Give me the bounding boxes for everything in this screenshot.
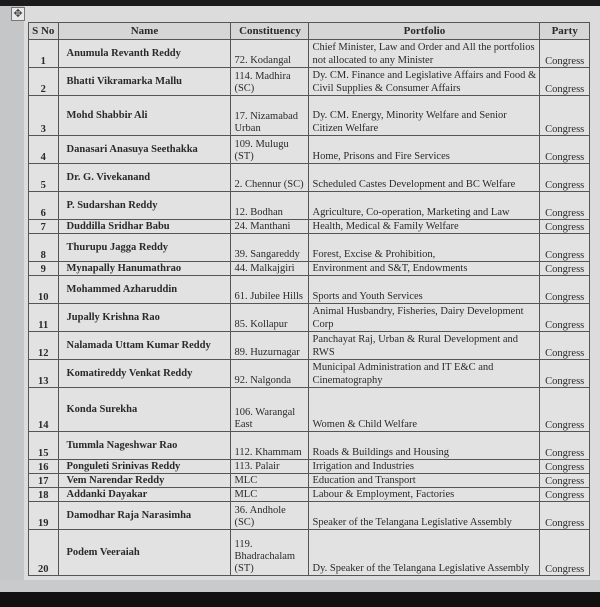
row-party: Congress — [540, 360, 590, 388]
row-sno: 13 — [29, 360, 59, 388]
left-margin — [0, 6, 24, 589]
row-portfolio: Chief Minister, Law and Order and All the portfolios not allocated to any Minister — [309, 40, 540, 68]
row-name: Thurupu Jagga Reddy — [58, 234, 231, 262]
row-sno: 7 — [29, 220, 59, 234]
row-constituency: MLC — [231, 474, 309, 488]
row-party: Congress — [540, 234, 590, 262]
row-constituency: 39. Sangareddy — [231, 234, 309, 262]
table-row — [29, 262, 590, 276]
table-row — [29, 474, 590, 488]
row-name: Anumula Revanth Reddy — [58, 40, 231, 68]
row-party: Congress — [540, 530, 590, 576]
table-header-row — [29, 23, 590, 40]
row-name: Bhatti Vikramarka Mallu — [58, 68, 231, 96]
row-constituency: 85. Kollapur — [231, 304, 309, 332]
row-portfolio: Dy. CM. Energy, Minority Welfare and Senior Citizen Welfare — [309, 96, 540, 136]
row-name: Komatireddy Venkat Reddy — [58, 360, 231, 388]
row-party: Congress — [540, 460, 590, 474]
row-portfolio: Home, Prisons and Fire Services — [309, 136, 540, 164]
table-row — [29, 220, 590, 234]
row-portfolio: Sports and Youth Services — [309, 276, 540, 304]
row-constituency: MLC — [231, 488, 309, 502]
row-portfolio: Panchayat Raj, Urban & Rural Development and RWS — [309, 332, 540, 360]
row-sno: 4 — [29, 136, 59, 164]
row-portfolio: Irrigation and Industries — [309, 460, 540, 474]
row-name: Tummla Nageshwar Rao — [58, 432, 231, 460]
row-portfolio: Municipal Administration and IT E&C and Cinematography — [309, 360, 540, 388]
row-party: Congress — [540, 488, 590, 502]
table-row — [29, 136, 590, 164]
row-sno: 5 — [29, 164, 59, 192]
row-constituency: 114. Madhira (SC) — [231, 68, 309, 96]
move-handle-icon[interactable]: ✥ — [11, 7, 25, 21]
row-sno: 1 — [29, 40, 59, 68]
row-constituency: 106. Warangal East — [231, 388, 309, 432]
row-sno: 12 — [29, 332, 59, 360]
row-sno: 11 — [29, 304, 59, 332]
row-portfolio: Dy. Speaker of the Telangana Legislative Assembly — [309, 530, 540, 576]
row-name: Ponguleti Srinivas Reddy — [58, 460, 231, 474]
row-portfolio: Health, Medical & Family Welfare — [309, 220, 540, 234]
row-sno: 2 — [29, 68, 59, 96]
row-name: Mohd Shabbir Ali — [58, 96, 231, 136]
table-row — [29, 68, 590, 96]
table-row — [29, 96, 590, 136]
row-name: Vem Narendar Reddy — [58, 474, 231, 488]
row-constituency: 17. Nizamabad Urban — [231, 96, 309, 136]
row-constituency: 72. Kodangal — [231, 40, 309, 68]
row-portfolio: Women & Child Welfare — [309, 388, 540, 432]
row-sno: 3 — [29, 96, 59, 136]
row-constituency: 109. Mulugu (ST) — [231, 136, 309, 164]
row-party: Congress — [540, 304, 590, 332]
row-portfolio: Forest, Excise & Prohibition, — [309, 234, 540, 262]
row-constituency: 12. Bodhan — [231, 192, 309, 220]
row-portfolio: Education and Transport — [309, 474, 540, 488]
row-name: Mynapally Hanumathrao — [58, 262, 231, 276]
row-party: Congress — [540, 136, 590, 164]
row-constituency: 36. Andhole (SC) — [231, 502, 309, 530]
row-party: Congress — [540, 192, 590, 220]
row-party: Congress — [540, 262, 590, 276]
row-party: Congress — [540, 276, 590, 304]
row-portfolio: Labour & Employment, Factories — [309, 488, 540, 502]
table-row — [29, 530, 590, 576]
row-name: Dr. G. Vivekanand — [58, 164, 231, 192]
row-constituency: 44. Malkajgiri — [231, 262, 309, 276]
row-name: Damodhar Raja Narasimha — [58, 502, 231, 530]
row-sno: 9 — [29, 262, 59, 276]
table-row — [29, 332, 590, 360]
header-sno: S No — [29, 23, 59, 40]
table-row — [29, 488, 590, 502]
row-party: Congress — [540, 332, 590, 360]
row-portfolio: Roads & Buildings and Housing — [309, 432, 540, 460]
row-sno: 18 — [29, 488, 59, 502]
header-portfolio: Portfolio — [309, 23, 540, 40]
row-name: Jupally Krishna Rao — [58, 304, 231, 332]
row-sno: 15 — [29, 432, 59, 460]
row-sno: 14 — [29, 388, 59, 432]
row-party: Congress — [540, 40, 590, 68]
row-party: Congress — [540, 474, 590, 488]
row-name: Podem Veeraiah — [58, 530, 231, 576]
table-row — [29, 234, 590, 262]
row-constituency: 24. Manthani — [231, 220, 309, 234]
table-row — [29, 502, 590, 530]
row-name: Duddilla Sridhar Babu — [58, 220, 231, 234]
ministers-table — [28, 22, 590, 576]
row-sno: 20 — [29, 530, 59, 576]
row-party: Congress — [540, 432, 590, 460]
header-party: Party — [540, 23, 590, 40]
row-constituency: 2. Chennur (SC) — [231, 164, 309, 192]
row-name: Konda Surekha — [58, 388, 231, 432]
row-party: Congress — [540, 220, 590, 234]
bottom-bezel — [0, 592, 600, 607]
header-name: Name — [58, 23, 231, 40]
row-constituency: 89. Huzurnagar — [231, 332, 309, 360]
row-name: Mohammed Azharuddin — [58, 276, 231, 304]
row-constituency: 113. Palair — [231, 460, 309, 474]
row-portfolio: Speaker of the Telangana Legislative Assembly — [309, 502, 540, 530]
row-party: Congress — [540, 68, 590, 96]
table-row — [29, 360, 590, 388]
row-name: Addanki Dayakar — [58, 488, 231, 502]
row-portfolio: Scheduled Castes Development and BC Welfare — [309, 164, 540, 192]
row-constituency: 112. Khammam — [231, 432, 309, 460]
row-constituency: 61. Jubilee Hills — [231, 276, 309, 304]
table-row — [29, 276, 590, 304]
header-constituency: Constituency — [231, 23, 309, 40]
table-row — [29, 304, 590, 332]
row-name: P. Sudarshan Reddy — [58, 192, 231, 220]
table-row — [29, 460, 590, 474]
row-constituency: 92. Nalgonda — [231, 360, 309, 388]
row-name: Nalamada Uttam Kumar Reddy — [58, 332, 231, 360]
table-row — [29, 40, 590, 68]
row-portfolio: Dy. CM. Finance and Legislative Affairs and Food & Civil Supplies & Consumer Affairs — [309, 68, 540, 96]
page-bottom-margin — [0, 580, 600, 592]
row-name: Danasari Anasuya Seethakka — [58, 136, 231, 164]
row-party: Congress — [540, 96, 590, 136]
row-portfolio: Environment and S&T, Endowments — [309, 262, 540, 276]
row-sno: 6 — [29, 192, 59, 220]
row-sno: 16 — [29, 460, 59, 474]
row-sno: 10 — [29, 276, 59, 304]
row-party: Congress — [540, 164, 590, 192]
row-sno: 8 — [29, 234, 59, 262]
row-portfolio: Animal Husbandry, Fisheries, Dairy Development Corp — [309, 304, 540, 332]
row-portfolio: Agriculture, Co-operation, Marketing and Law — [309, 192, 540, 220]
table-row — [29, 192, 590, 220]
row-party: Congress — [540, 502, 590, 530]
row-party: Congress — [540, 388, 590, 432]
table-row — [29, 432, 590, 460]
row-sno: 19 — [29, 502, 59, 530]
table-row — [29, 164, 590, 192]
row-constituency: 119. Bhadrachalam (ST) — [231, 530, 309, 576]
row-sno: 17 — [29, 474, 59, 488]
table-row — [29, 388, 590, 432]
